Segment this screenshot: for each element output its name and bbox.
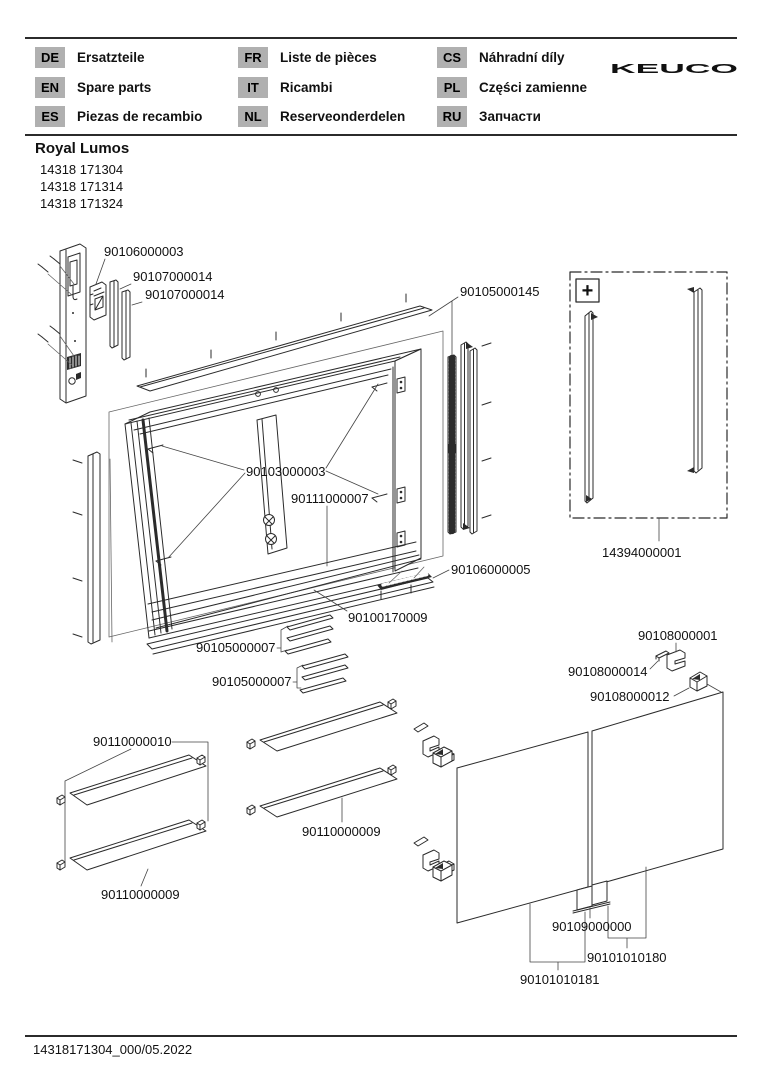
product-variant: 14318 171304 [40,162,124,177]
lang-label-cs: Náhradní díly [479,50,565,65]
part-label-90111000007: 90111000007 [291,491,369,506]
lang-label-ru: Запчасти [479,109,541,124]
top-divider [25,37,737,39]
lang-label-pl: Części zamienne [479,80,588,95]
part-label-90108000012: 90108000012 [590,689,670,704]
lang-badge-es: ES [35,106,65,127]
part-label-90108000014: 90108000014 [568,664,648,679]
lang-row-ru [437,106,541,127]
led-strip-drawing [429,297,458,534]
lang-badge-de: DE [35,47,65,68]
lang-badge-it: IT [238,77,268,98]
shelf-set-drawing [57,742,208,886]
side-profile-strips-drawing [461,342,491,534]
lang-label-en: Spare parts [77,80,152,95]
part-label-90103000003: 90103000003 [246,464,326,479]
part-label-90105000145: 90105000145 [460,284,540,299]
latch-block-drawing [90,282,106,320]
gasket-strips-drawing [110,280,130,360]
lang-label-fr: Liste de pièces [280,50,377,65]
part-label-90101010180: 90101010180 [587,950,667,965]
plus-symbol: + [581,280,594,302]
hinge-cluster-drawing [414,723,452,881]
footer-divider [25,1035,737,1037]
lang-badge-cs: CS [437,47,467,68]
shelf-pair-drawing [247,699,397,822]
title-divider [25,134,737,136]
product-name: Royal Lumos [35,140,130,157]
part-label-90106000003: 90106000003 [104,244,184,259]
product-variant: 14318 171324 [40,196,124,211]
lang-badge-nl: NL [238,106,268,127]
lang-label-de: Ersatzteile [77,50,145,65]
part-label-90110000010: 90110000010 [93,734,172,749]
lang-label-es: Piezas de recambio [77,109,203,124]
part-label-90110000009-b: 90110000009 [302,824,381,839]
keuco-logo-text: KEUCO [610,61,738,76]
lang-label-it: Ricambi [280,80,333,95]
part-label-90109000000: 90109000000 [552,919,632,934]
exploded-diagram [0,228,763,1018]
left-profile-strip-drawing [73,452,112,644]
keuco-logo [608,42,740,85]
part-label-90105000007-b: 90105000007 [212,674,292,689]
accessory-box-drawing [570,272,727,541]
lang-row-it [238,77,333,98]
part-label-90106000005: 90106000005 [451,562,531,577]
lang-badge-en: EN [35,77,65,98]
lang-badge-ru: RU [437,106,467,127]
lang-row-nl [238,106,405,127]
lang-row-de [35,47,145,68]
part-label-90107000014-a: 90107000014 [133,269,213,284]
part-label-90107000014-b: 90107000014 [145,287,225,302]
lang-row-es [35,106,202,127]
part-label-90110000009-a: 90110000009 [101,887,180,902]
lang-row-en [35,77,151,98]
top-rail-drawing [137,294,432,391]
lang-row-pl [437,77,587,98]
footer-doc-id: 14318171304_000/05.2022 [33,1042,193,1057]
lang-badge-pl: PL [437,77,467,98]
part-label-90100170009: 90100170009 [348,610,428,625]
part-label-90108000001: 90108000001 [638,628,718,643]
wall-panel-drawing [38,244,86,403]
part-label-90101010181: 90101010181 [520,972,600,987]
part-label-14394000001: 14394000001 [602,545,682,560]
product-variant: 14318 171314 [40,179,124,194]
lang-row-fr [238,47,377,68]
lang-badge-fr: FR [238,47,268,68]
lang-row-cs [437,47,565,68]
lang-label-nl: Reserveonderdelen [280,109,406,124]
part-label-90105000007-a: 90105000007 [196,640,276,655]
